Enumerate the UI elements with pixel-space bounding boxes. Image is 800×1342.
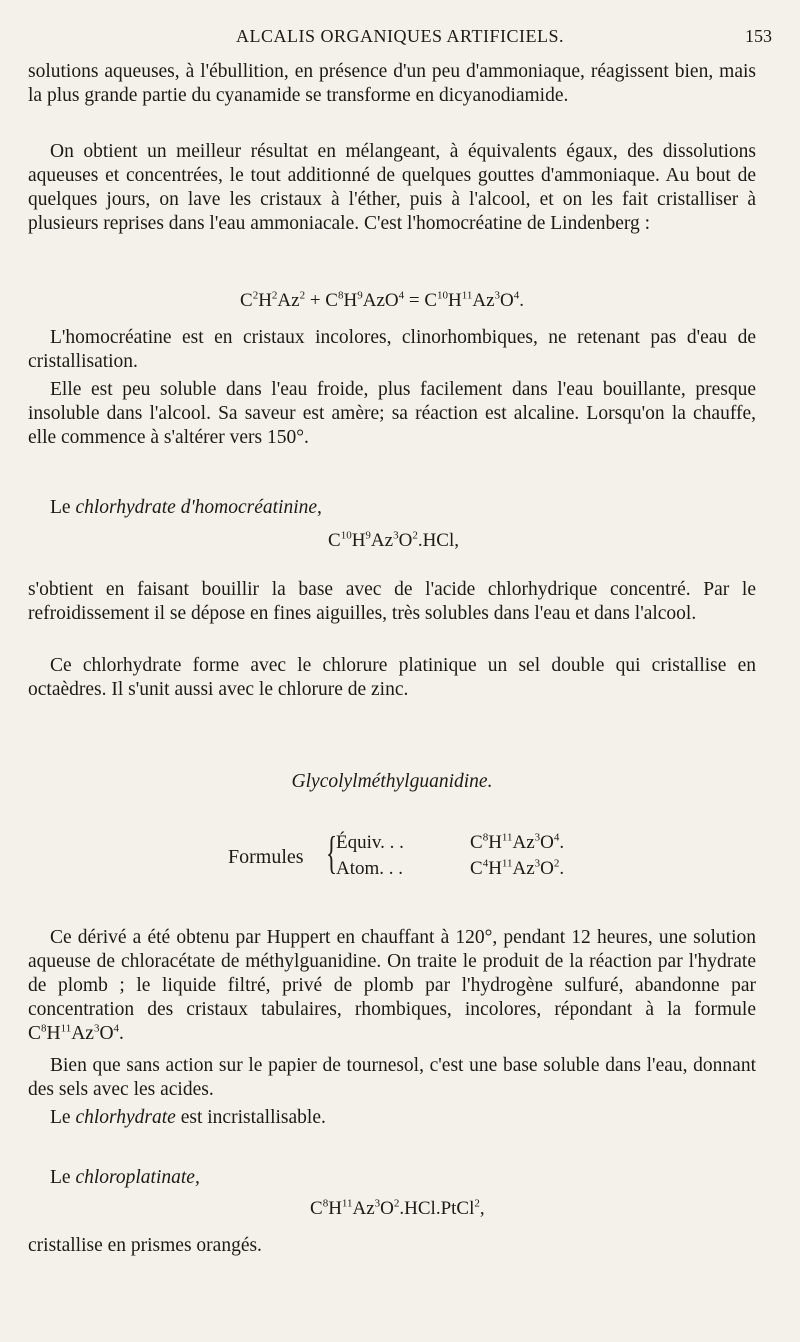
brace: { [326,827,338,878]
paragraph-1: solutions aqueuses, à l'ébullition, en présence d'un peu d'ammoniaque, réagissent bien, mais la plus grande partie du cyanamide se transforme en dicyanodiamide. [28,61,756,106]
paragraph-6: s'obtient en faisant bouillir la base avec de l'acide chlorhydrique concentré. Par le refroidissement il se dépose en fines aiguilles, très solubles dans l'eau et dans l'alcool. [28,579,756,624]
paragraph-7: Ce chlorhydrate forme avec le chlorure platinique un sel double qui cristallise en octaèdres. Il s'unit aussi avec le chlorure de zinc. [28,655,756,700]
section-title: Glycolylméthylguanidine. [291,771,493,792]
paragraph-10: Le chlorhydrate est incristallisable. [50,1107,326,1128]
atom-label: Atom. . . [336,858,404,879]
paragraph-8: Ce dérivé a été obtenu par Huppert en chauffant à 120°, pendant 12 heures, une solution aqueuse de chloracétate de méthylguanidine. On traite le produit de la réaction par l'hydrate de plomb ; le liquide filtré, privé de plomb par l'hydrogène sulfuré, abandonne par concentration des cristaux tabulaires, rhombiques, incolores, répondant à la formule $C^8H^{11}Az^3O^4$. [28,927,756,1044]
page-number: 153 [745,26,772,46]
formula-chlorhydrate: $C^{10}H^9Az^3O^2.HCl$, [328,529,459,551]
paragraph-9: Bien que sans action sur le papier de tournesol, c'est une base soluble dans l'eau, donnant des sels avec les acides. [28,1055,756,1100]
term-chloroplatinate: chloroplatinate, [75,1167,200,1188]
equation-homocreatine: $C^2H^2Az^2 + C^8H^9AzO^4 = C^{10}H^{11}Az^3O^4$. [240,289,524,311]
term-chlorhydrate-homocreatinine: chlorhydrate d'homocréatinine, [75,497,322,518]
formula-atom: $C^4H^{11}Az^3O^2$. [470,857,565,879]
running-title: ALCALIS ORGANIQUES ARTIFICIELS. [236,26,564,46]
formula-chloroplatinate: $C^8H^{11}Az^3O^2.HCl.PtCl^2$, [310,1197,485,1219]
formules-label: Formules [228,846,304,868]
equiv-label: Équiv. . . [336,832,404,853]
running-header [28,26,772,50]
paragraph-4: Elle est peu soluble dans l'eau froide, plus facilement dans l'eau bouillante, presque insoluble dans l'alcool. Sa saveur est amère; sa réaction est alcaline. Lorsqu'on la chauffe, elle commence à s'altérer vers 150°. [28,379,756,448]
paragraph-3: L'homocréatine est en cristaux incolores, clinorhombiques, ne retenant pas d'eau de cristallisation. [28,327,756,372]
term-chlorhydrate: chlorhydrate [75,1107,176,1128]
formula-equiv: $C^8H^{11}Az^3O^4$. [470,831,565,853]
paragraph-2: On obtient un meilleur résultat en mélangeant, à équivalents égaux, des dissolutions aqueuses et concentrées, le tout additionné de quelques gouttes d'ammoniaque. Au bout de quelques jours, on lave les cristaux à l'éther, puis à l'alcool, et on les fait cristalliser à plusieurs reprises dans l'eau ammoniacale. C'est l'homocréatine de Lindenberg : [28,141,756,234]
paragraph-5: Le chlorhydrate d'homocréatinine, [50,497,322,518]
paragraph-11: Le chloroplatinate, [50,1167,200,1188]
paragraph-12: cristallise en prismes orangés. [28,1235,262,1256]
